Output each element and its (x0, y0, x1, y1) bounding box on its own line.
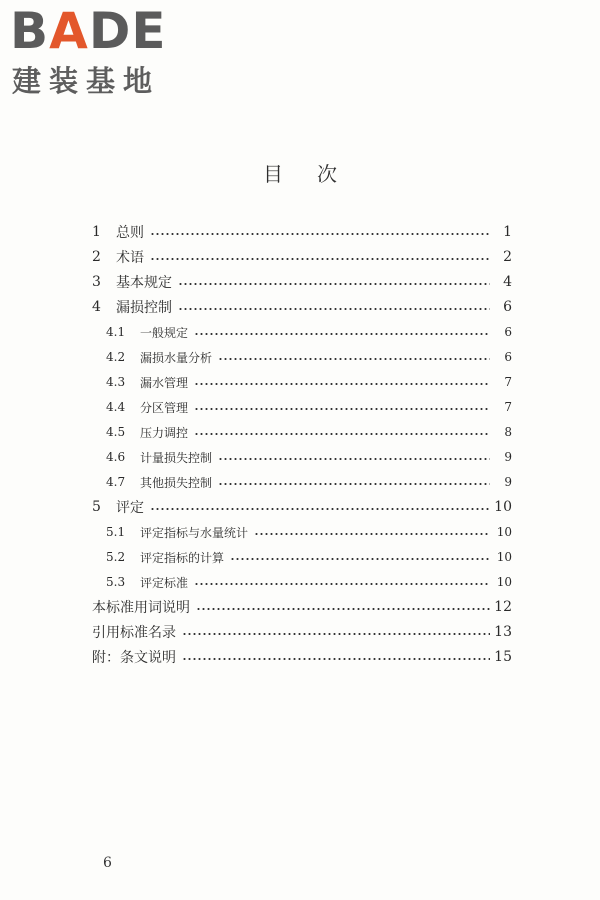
toc-entry[interactable] (92, 347, 512, 367)
toc-entry-page: 9 (504, 475, 512, 489)
toc-entry[interactable] (92, 222, 512, 242)
toc-entry-page: 10 (496, 525, 512, 539)
toc-entry[interactable] (92, 547, 512, 567)
toc-entry[interactable] (92, 597, 512, 617)
toc-entry-number: 5.3 (106, 575, 126, 589)
toc-entry[interactable] (92, 572, 512, 592)
toc-entry-label: 引用标准名录 (92, 625, 176, 641)
toc-dot-leader (194, 433, 490, 435)
toc-entry[interactable] (92, 322, 512, 342)
toc-entry-number: 4.4 (106, 400, 126, 414)
toc-entry-label: 分区管理 (140, 400, 189, 415)
toc-entry-page: 6 (503, 299, 512, 315)
logo-letter-b: B (10, 2, 50, 60)
toc-entry[interactable] (92, 272, 512, 292)
toc-dot-leader (254, 533, 490, 535)
toc-entry[interactable] (92, 372, 512, 392)
toc-entry[interactable] (92, 422, 512, 442)
toc-entry-page: 2 (503, 249, 512, 265)
toc-entry-label: 评定指标与水量统计 (140, 525, 249, 540)
toc-entry[interactable] (92, 297, 512, 317)
toc-entry[interactable] (92, 247, 512, 267)
toc-dot-leader (196, 608, 490, 610)
toc-dot-leader (178, 308, 490, 310)
toc-dot-leader (150, 258, 490, 260)
toc-entry-label: 漏水管理 (140, 375, 189, 390)
toc-entry-label: 漏损控制 (116, 300, 172, 316)
toc-entry-number: 4.5 (106, 425, 126, 439)
toc-dot-leader (218, 358, 490, 360)
logo-wordmark (10, 4, 167, 58)
toc-entry[interactable] (92, 397, 512, 417)
toc-entry-page: 12 (494, 599, 512, 615)
toc-entry-label: 计量损失控制 (140, 450, 213, 465)
toc-entry-page: 15 (494, 649, 512, 665)
toc-entry[interactable] (92, 622, 512, 642)
toc-entry-number: 4.3 (106, 375, 126, 389)
toc-entry-page: 6 (504, 325, 512, 339)
toc-entry[interactable] (92, 522, 512, 542)
toc-entry-label: 其他损失控制 (140, 475, 213, 490)
toc-entry-number: 4.6 (106, 450, 126, 464)
toc-entry-page: 4 (503, 274, 512, 290)
toc-entry-label: 评定指标的计算 (140, 550, 225, 565)
toc-entry-label: 附：条文说明 (92, 650, 176, 666)
toc-dot-leader (150, 233, 490, 235)
toc-entry-page: 10 (496, 575, 512, 589)
toc-entry-label: 基本规定 (116, 275, 172, 291)
toc-entry-page: 10 (496, 550, 512, 564)
toc-entry-label: 术语 (116, 250, 144, 266)
toc-entry-label: 总则 (116, 225, 144, 241)
toc-entry-page: 1 (503, 224, 512, 240)
toc-dot-leader (178, 283, 490, 285)
logo-letter-a: A (49, 2, 89, 60)
bade-logo (10, 4, 178, 100)
toc-entry[interactable] (92, 472, 512, 492)
toc-dot-leader (194, 383, 490, 385)
toc-dot-leader (150, 508, 490, 510)
toc-entry-label: 漏损水量分析 (140, 350, 213, 365)
toc-entry-number: 2 (92, 249, 101, 265)
toc-entry-page: 7 (504, 400, 512, 414)
toc-dot-leader (194, 333, 490, 335)
page-number: 6 (103, 855, 112, 871)
toc-entry-number: 3 (92, 274, 101, 290)
toc-entry[interactable] (92, 447, 512, 467)
toc-entry-number: 4.1 (106, 325, 126, 339)
toc-entry-page: 10 (494, 499, 512, 515)
toc-dot-leader (230, 558, 490, 560)
toc-entry-number: 5 (92, 499, 101, 515)
toc-dot-leader (182, 633, 490, 635)
toc-entry-number: 4.2 (106, 350, 126, 364)
toc-dot-leader (218, 458, 490, 460)
toc-entry-label: 一般规定 (140, 325, 189, 340)
toc-entry-page: 9 (504, 450, 512, 464)
toc-entry-number: 4.7 (106, 475, 126, 489)
toc-entry-number: 1 (92, 224, 101, 240)
toc-dot-leader (194, 583, 490, 585)
toc-entry-label: 压力调控 (140, 425, 189, 440)
toc-entry-page: 8 (504, 425, 512, 439)
toc-entry-number: 5.2 (106, 550, 126, 564)
toc-dot-leader (218, 483, 490, 485)
toc-entry-number: 5.1 (106, 525, 126, 539)
toc-entry[interactable] (92, 647, 512, 667)
toc-dot-leader (182, 658, 490, 660)
toc-entry-number: 4 (92, 299, 101, 315)
toc-entry[interactable] (92, 497, 512, 517)
toc-entry-label: 评定标准 (140, 575, 189, 590)
toc-entry-label: 评定 (116, 500, 144, 516)
toc-dot-leader (194, 408, 490, 410)
page-title: 目次 (263, 162, 371, 186)
toc-entry-page: 6 (504, 350, 512, 364)
toc-entry-page: 13 (494, 624, 512, 640)
logo-subtitle: 建装基地 (12, 64, 161, 98)
logo-letters-de: DE (88, 2, 167, 60)
toc-entry-page: 7 (504, 375, 512, 389)
toc-entry-label: 本标准用词说明 (92, 600, 190, 616)
